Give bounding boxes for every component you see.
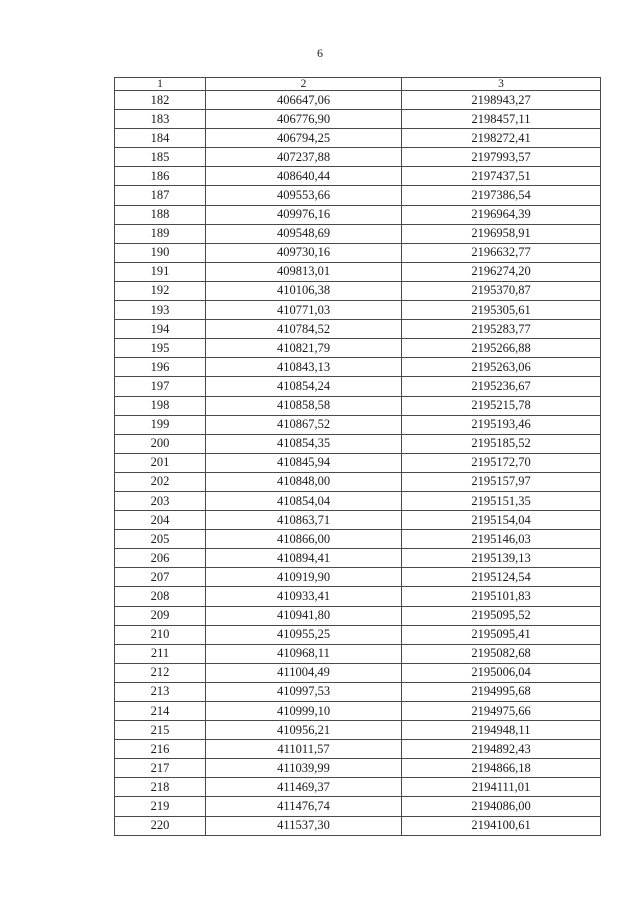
y-coordinate-cell: 2195193,46: [402, 415, 601, 434]
point-number-cell: 204: [115, 511, 206, 530]
x-coordinate-cell: 406794,25: [206, 129, 402, 148]
point-number-cell: 219: [115, 797, 206, 816]
y-coordinate-cell: 2195215,78: [402, 396, 601, 415]
x-coordinate-cell: 406647,06: [206, 91, 402, 110]
x-coordinate-cell: 410821,79: [206, 339, 402, 358]
y-coordinate-cell: 2198272,41: [402, 129, 601, 148]
table-row: [115, 91, 601, 110]
x-coordinate-cell: 407237,88: [206, 148, 402, 167]
table-row: [115, 396, 601, 415]
y-coordinate-cell: 2195095,41: [402, 625, 601, 644]
y-coordinate-cell: 2195101,83: [402, 587, 601, 606]
x-coordinate-cell: 410867,52: [206, 415, 402, 434]
table-row: [115, 606, 601, 625]
point-number-cell: 183: [115, 110, 206, 129]
y-coordinate-cell: 2194086,00: [402, 797, 601, 816]
y-coordinate-cell: 2197993,57: [402, 148, 601, 167]
point-number-cell: 191: [115, 262, 206, 281]
page-number: 6: [317, 46, 323, 60]
coordinates-table: [114, 77, 601, 836]
x-coordinate-cell: 410956,21: [206, 721, 402, 740]
y-coordinate-cell: 2195172,70: [402, 453, 601, 472]
point-number-cell: 197: [115, 377, 206, 396]
y-coordinate-cell: 2194948,11: [402, 721, 601, 740]
header-row: [115, 78, 601, 91]
point-number-cell: 193: [115, 301, 206, 320]
x-coordinate-cell: 409813,01: [206, 262, 402, 281]
y-coordinate-cell: 2195095,52: [402, 606, 601, 625]
table-row: [115, 415, 601, 434]
table-row: [115, 472, 601, 491]
point-number-cell: 196: [115, 358, 206, 377]
x-coordinate-cell: 410854,35: [206, 434, 402, 453]
table-row: [115, 625, 601, 644]
x-coordinate-cell: 410848,00: [206, 472, 402, 491]
table-row: [115, 243, 601, 262]
y-coordinate-cell: 2195154,04: [402, 511, 601, 530]
y-coordinate-cell: 2195151,35: [402, 491, 601, 510]
y-coordinate-cell: 2195266,88: [402, 339, 601, 358]
point-number-cell: 205: [115, 530, 206, 549]
table-row: [115, 491, 601, 510]
x-coordinate-cell: 411004,49: [206, 663, 402, 682]
y-coordinate-cell: 2197386,54: [402, 186, 601, 205]
table-row: [115, 281, 601, 300]
column-header-2: 2: [206, 78, 402, 91]
point-number-cell: 194: [115, 320, 206, 339]
point-number-cell: 190: [115, 243, 206, 262]
table-header: [115, 78, 601, 91]
table-row: [115, 587, 601, 606]
x-coordinate-cell: 410863,71: [206, 511, 402, 530]
point-number-cell: 186: [115, 167, 206, 186]
point-number-cell: 208: [115, 587, 206, 606]
point-number-cell: 209: [115, 606, 206, 625]
table-row: [115, 511, 601, 530]
point-number-cell: 189: [115, 224, 206, 243]
x-coordinate-cell: 410106,38: [206, 281, 402, 300]
y-coordinate-cell: 2195185,52: [402, 434, 601, 453]
point-number-cell: 215: [115, 721, 206, 740]
point-number-cell: 218: [115, 778, 206, 797]
point-number-cell: 210: [115, 625, 206, 644]
column-header-3: 3: [402, 78, 601, 91]
point-number-cell: 203: [115, 491, 206, 510]
x-coordinate-cell: 409548,69: [206, 224, 402, 243]
x-coordinate-cell: 410894,41: [206, 549, 402, 568]
table-row: [115, 205, 601, 224]
table-row: [115, 339, 601, 358]
y-coordinate-cell: 2194892,43: [402, 740, 601, 759]
table-row: [115, 740, 601, 759]
x-coordinate-cell: 410771,03: [206, 301, 402, 320]
x-coordinate-cell: 410968,11: [206, 644, 402, 663]
y-coordinate-cell: 2195139,13: [402, 549, 601, 568]
table-row: [115, 358, 601, 377]
x-coordinate-cell: 410784,52: [206, 320, 402, 339]
table-row: [115, 301, 601, 320]
point-number-cell: 201: [115, 453, 206, 472]
y-coordinate-cell: 2196964,39: [402, 205, 601, 224]
y-coordinate-cell: 2195370,87: [402, 281, 601, 300]
table-row: [115, 663, 601, 682]
table-row: [115, 262, 601, 281]
table-row: [115, 148, 601, 167]
point-number-cell: 200: [115, 434, 206, 453]
table-row: [115, 434, 601, 453]
x-coordinate-cell: 410933,41: [206, 587, 402, 606]
table-row: [115, 110, 601, 129]
table-body: [115, 91, 601, 836]
table-row: [115, 759, 601, 778]
y-coordinate-cell: 2195146,03: [402, 530, 601, 549]
y-coordinate-cell: 2196274,20: [402, 262, 601, 281]
table-row: [115, 224, 601, 243]
x-coordinate-cell: 409553,66: [206, 186, 402, 205]
x-coordinate-cell: 410866,00: [206, 530, 402, 549]
y-coordinate-cell: 2195006,04: [402, 663, 601, 682]
x-coordinate-cell: 410997,53: [206, 682, 402, 701]
point-number-cell: 199: [115, 415, 206, 434]
table-row: [115, 186, 601, 205]
y-coordinate-cell: 2194995,68: [402, 682, 601, 701]
table-row: [115, 167, 601, 186]
x-coordinate-cell: 409730,16: [206, 243, 402, 262]
table-row: [115, 682, 601, 701]
point-number-cell: 192: [115, 281, 206, 300]
x-coordinate-cell: 411011,57: [206, 740, 402, 759]
point-number-cell: 217: [115, 759, 206, 778]
x-coordinate-cell: 410858,58: [206, 396, 402, 415]
y-coordinate-cell: 2194111,01: [402, 778, 601, 797]
table-row: [115, 320, 601, 339]
y-coordinate-cell: 2195236,67: [402, 377, 601, 396]
point-number-cell: 213: [115, 682, 206, 701]
x-coordinate-cell: 410843,13: [206, 358, 402, 377]
table-row: [115, 530, 601, 549]
point-number-cell: 206: [115, 549, 206, 568]
point-number-cell: 211: [115, 644, 206, 663]
point-number-cell: 216: [115, 740, 206, 759]
y-coordinate-cell: 2196632,77: [402, 243, 601, 262]
x-coordinate-cell: 409976,16: [206, 205, 402, 224]
y-coordinate-cell: 2195283,77: [402, 320, 601, 339]
y-coordinate-cell: 2195263,06: [402, 358, 601, 377]
point-number-cell: 212: [115, 663, 206, 682]
table-row: [115, 644, 601, 663]
point-number-cell: 214: [115, 702, 206, 721]
table-row: [115, 129, 601, 148]
table-row: [115, 721, 601, 740]
x-coordinate-cell: 411039,99: [206, 759, 402, 778]
y-coordinate-cell: 2195082,68: [402, 644, 601, 663]
point-number-cell: 202: [115, 472, 206, 491]
point-number-cell: 185: [115, 148, 206, 167]
y-coordinate-cell: 2195124,54: [402, 568, 601, 587]
column-header-1: 1: [115, 78, 206, 91]
table-row: [115, 568, 601, 587]
y-coordinate-cell: 2197437,51: [402, 167, 601, 186]
y-coordinate-cell: 2198943,27: [402, 91, 601, 110]
x-coordinate-cell: 410999,10: [206, 702, 402, 721]
y-coordinate-cell: 2194100,61: [402, 816, 601, 835]
point-number-cell: 184: [115, 129, 206, 148]
x-coordinate-cell: 411476,74: [206, 797, 402, 816]
y-coordinate-cell: 2195305,61: [402, 301, 601, 320]
x-coordinate-cell: 410854,04: [206, 491, 402, 510]
y-coordinate-cell: 2198457,11: [402, 110, 601, 129]
table-row: [115, 816, 601, 835]
point-number-cell: 188: [115, 205, 206, 224]
x-coordinate-cell: 410941,80: [206, 606, 402, 625]
point-number-cell: 220: [115, 816, 206, 835]
x-coordinate-cell: 410845,94: [206, 453, 402, 472]
table-row: [115, 377, 601, 396]
y-coordinate-cell: 2195157,97: [402, 472, 601, 491]
table-row: [115, 797, 601, 816]
y-coordinate-cell: 2194975,66: [402, 702, 601, 721]
point-number-cell: 195: [115, 339, 206, 358]
table-row: [115, 549, 601, 568]
x-coordinate-cell: 410919,90: [206, 568, 402, 587]
table-row: [115, 453, 601, 472]
x-coordinate-cell: 410955,25: [206, 625, 402, 644]
x-coordinate-cell: 411537,30: [206, 816, 402, 835]
y-coordinate-cell: 2196958,91: [402, 224, 601, 243]
y-coordinate-cell: 2194866,18: [402, 759, 601, 778]
table-row: [115, 702, 601, 721]
table-row: [115, 778, 601, 797]
point-number-cell: 207: [115, 568, 206, 587]
x-coordinate-cell: 408640,44: [206, 167, 402, 186]
point-number-cell: 198: [115, 396, 206, 415]
x-coordinate-cell: 406776,90: [206, 110, 402, 129]
point-number-cell: 182: [115, 91, 206, 110]
x-coordinate-cell: 410854,24: [206, 377, 402, 396]
x-coordinate-cell: 411469,37: [206, 778, 402, 797]
point-number-cell: 187: [115, 186, 206, 205]
